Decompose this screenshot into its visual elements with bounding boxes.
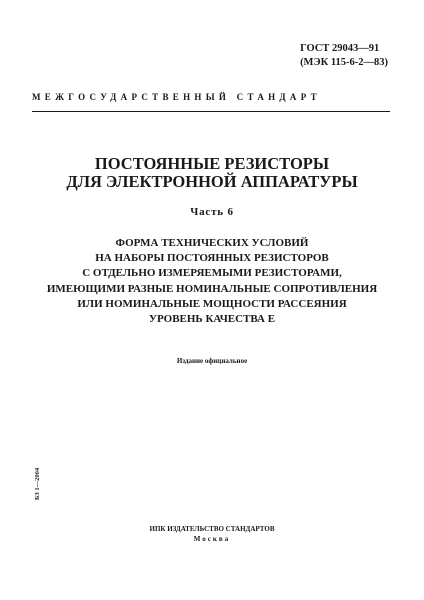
iec-number: (МЭК 115-6-2—83): [300, 57, 388, 68]
subtitle-line: ФОРМА ТЕХНИЧЕСКИХ УСЛОВИЙ: [115, 237, 309, 249]
publisher-city: Москва: [193, 535, 231, 543]
gost-number: ГОСТ 29043—91: [300, 43, 380, 54]
document-subtitle: [0, 236, 424, 327]
subtitle-line: С ОТДЕЛЬНО ИЗМЕРЯЕМЫМИ РЕЗИСТОРАМИ,: [82, 267, 342, 280]
title-line: ПОСТОЯННЫЕ РЕЗИСТОРЫ: [94, 154, 330, 173]
title-line: ДЛЯ ЭЛЕКТРОННОЙ АППАРАТУРЫ: [66, 172, 358, 191]
horizontal-divider: [32, 111, 390, 112]
subtitle-line: ИМЕЮЩИМИ РАЗНЫЕ НОМИНАЛЬНЫЕ СОПРОТИВЛЕНИЯ: [46, 282, 378, 295]
subtitle-line: ИЛИ НОМИНАЛЬНЫЕ МОЩНОСТИ РАССЕЯНИЯ: [77, 297, 347, 310]
edition-note: Издание официальное: [176, 357, 248, 365]
part-number: Часть 6: [190, 206, 234, 218]
publisher-block: [0, 524, 424, 544]
standard-category: МЕЖГОСУДАРСТВЕННЫЙ СТАНДАРТ: [32, 92, 321, 102]
subtitle-line: НА НАБОРЫ ПОСТОЯННЫХ РЕЗИСТОРОВ: [95, 252, 329, 265]
bibliographic-code: БЗ 1—2004: [34, 467, 41, 500]
standard-identifier: [300, 42, 388, 70]
document-title: [0, 155, 424, 191]
publisher-name: ИПК ИЗДАТЕЛЬСТВО СТАНДАРТОВ: [149, 525, 275, 533]
subtitle-line: УРОВЕНЬ КАЧЕСТВА Е: [148, 313, 276, 326]
